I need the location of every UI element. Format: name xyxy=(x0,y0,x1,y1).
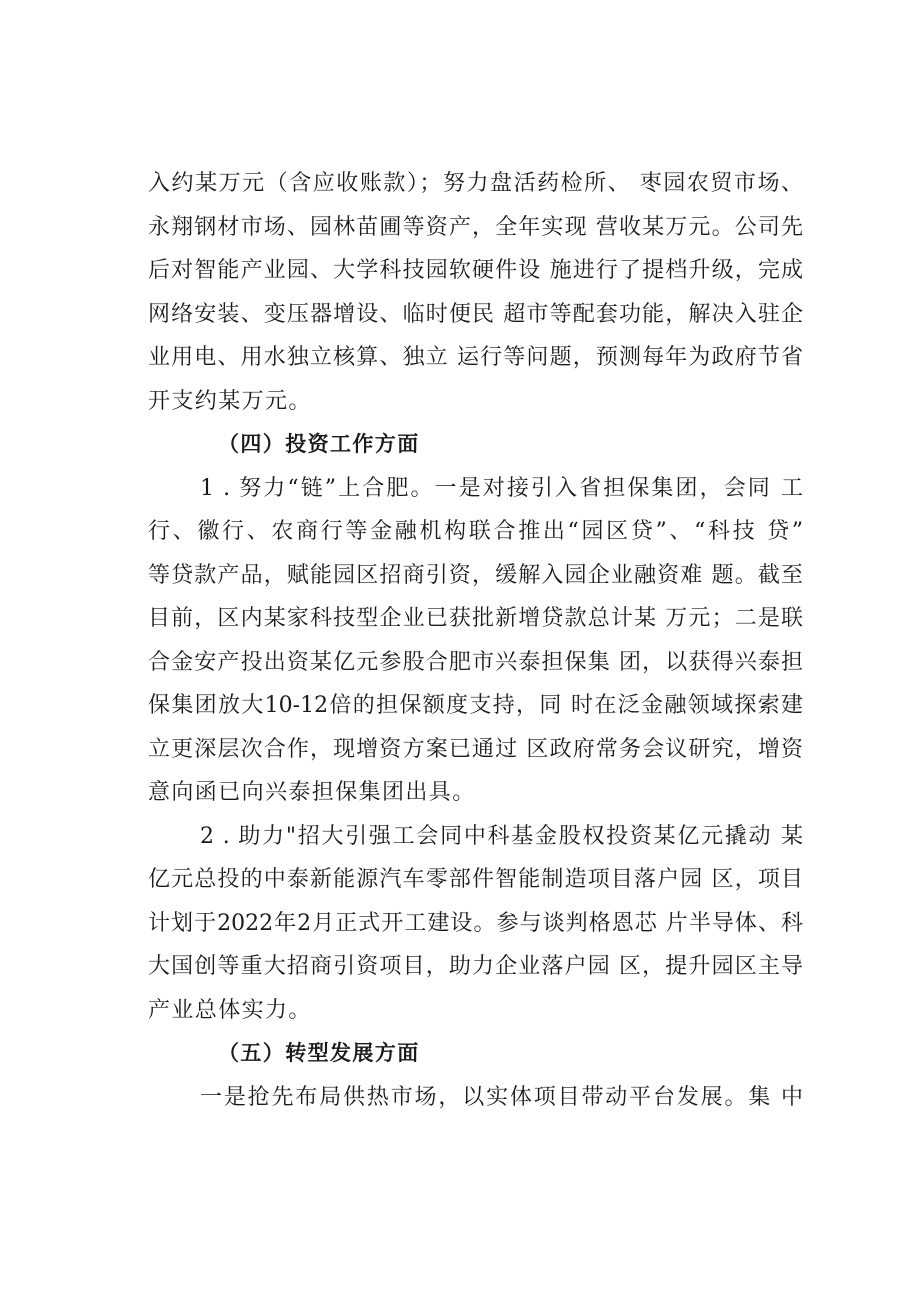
section-heading: （四）投资工作方面 xyxy=(218,432,420,456)
paragraph-line: 2 . 助力"招大引强工会同中科基金股权投资某亿元撬动 某 xyxy=(200,823,803,849)
paragraph-line: 亿元总投的中泰新能源汽车零部件智能制造项目落户园 区，项目 xyxy=(148,867,803,892)
paragraph-line: 后对智能产业园、大学科技园软硬件设 施进行了提档升级，完成 xyxy=(148,258,803,283)
paragraph-line: 业用电、用水独立核算、独立 运行等问题，预测每年为政府节省 xyxy=(148,345,803,370)
paragraph-line: 1 . 努力“链”上合肥。一是对接引入省担保集团，会同 工 xyxy=(200,475,803,501)
document-body xyxy=(148,162,803,1119)
paragraph-line: 行、徽行、农商行等金融机构联合推出“园区贷”、“科技 贷” xyxy=(148,519,803,544)
paragraph-line: 开支约某万元。 xyxy=(148,388,312,414)
paragraph-line: 一是抢先布局供热市场，以实体项目带动平台发展。集 中 xyxy=(200,1084,803,1110)
paragraph-line: 立更深层次合作，现增资方案已通过 区政府常务会议研究，增资 xyxy=(148,736,803,762)
paragraph-line: 保集团放大10-12倍的担保额度支持，同 时在泛金融领域探索建 xyxy=(148,693,803,718)
paragraph-line: 永翔钢材市场、园林苗圃等资产，全年实现 营收某万元。公司先 xyxy=(148,214,803,240)
paragraph-line: 产业总体实力。 xyxy=(148,997,312,1023)
paragraph-line: 大国创等重大招商引资项目，助力企业落户园 区，提升园区主导 xyxy=(148,954,803,979)
paragraph-line: 入约某万元（含应收账款）；努力盘活药检所、 枣园农贸市场、 xyxy=(148,171,803,196)
paragraph-line: 等贷款产品，赋能园区招商引资，缓解入园企业融资难 题。截至 xyxy=(148,562,803,588)
paragraph-line: 目前，区内某家科技型企业已获批新增贷款总计某 万元；二是联 xyxy=(148,606,803,631)
paragraph-line: 意向函已向兴泰担保集团出具。 xyxy=(148,780,476,805)
paragraph-line: 网络安装、变压器增设、临时便民 超市等配套功能，解决入驻企 xyxy=(148,301,803,327)
section-heading: （五）转型发展方面 xyxy=(218,1041,420,1065)
paragraph-line: 计划于2022年2月正式开工建设。参与谈判格恩芯 片半导体、科 xyxy=(148,910,803,936)
paragraph-line: 合金安产投出资某亿元参股合肥市兴泰担保集 团，以获得兴泰担 xyxy=(148,649,803,675)
